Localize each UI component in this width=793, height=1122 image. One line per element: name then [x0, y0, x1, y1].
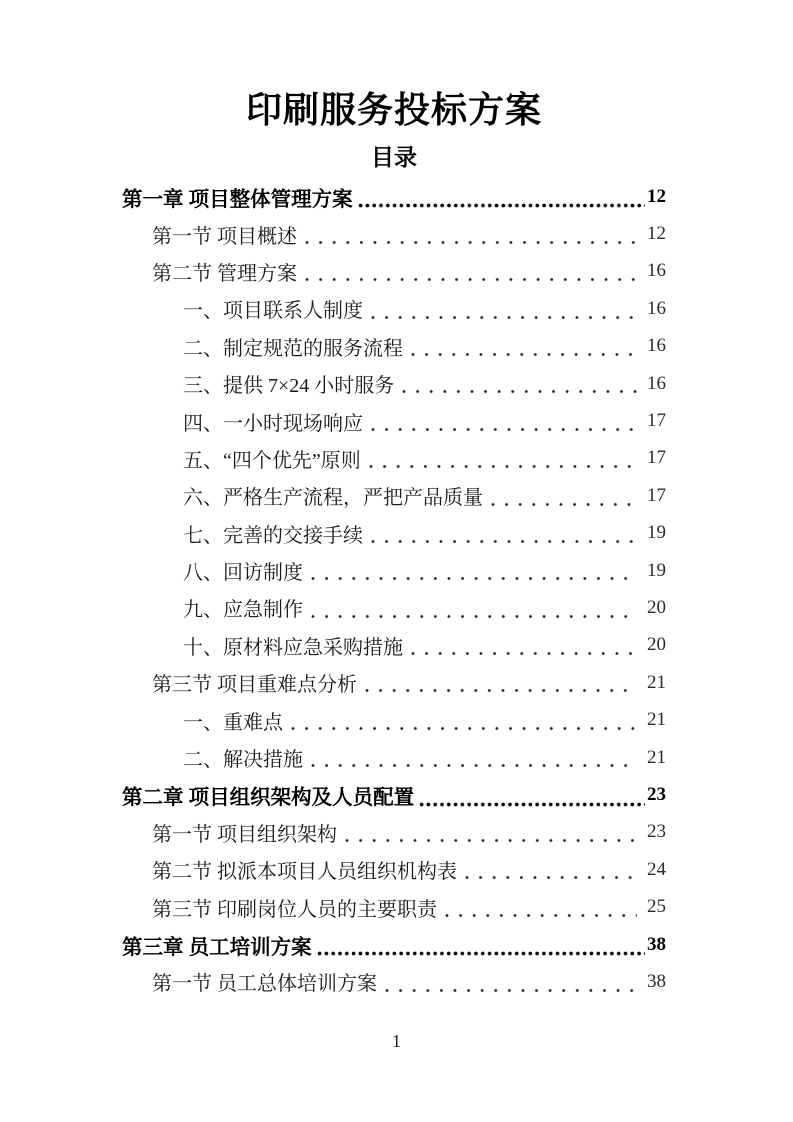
toc-entry-page-number: 17	[647, 484, 666, 506]
toc-entry[interactable]	[122, 552, 666, 589]
toc-entry[interactable]	[122, 290, 666, 327]
toc-entry-page-number: 16	[647, 297, 666, 319]
toc-entry-page-number: 38	[647, 970, 666, 992]
dot-leader	[365, 688, 637, 693]
toc-entry[interactable]	[122, 215, 666, 252]
toc-entry[interactable]	[122, 253, 666, 290]
toc-entry[interactable]	[122, 664, 666, 701]
table-of-contents	[122, 178, 666, 1001]
dot-leader	[345, 838, 637, 843]
dot-leader	[411, 352, 637, 357]
dot-leader	[491, 502, 637, 507]
toc-entry-label: 第三章 员工培训方案	[122, 936, 312, 959]
toc-entry-page-number: 23	[647, 783, 666, 805]
page-number: 1	[392, 1031, 401, 1051]
toc-entry-page-number: 21	[647, 709, 666, 731]
toc-entry-label: 第一节 项目组织架构	[152, 823, 337, 846]
document-title: 印刷服务投标方案	[245, 90, 542, 130]
toc-entry-page-number: 20	[647, 596, 666, 618]
toc-entry-label: 九、应急制作	[183, 599, 303, 622]
toc-entry[interactable]	[122, 178, 666, 215]
toc-entry-page-number: 21	[647, 746, 666, 768]
dot-leader	[311, 763, 637, 768]
dot-leader	[369, 464, 637, 469]
toc-entry-label: 一、重难点	[183, 711, 283, 734]
toc-entry-page-number: 20	[647, 634, 666, 656]
toc-entry[interactable]	[122, 963, 666, 1000]
toc-entry[interactable]	[122, 701, 666, 738]
toc-entry[interactable]	[122, 515, 666, 552]
toc-entry[interactable]	[122, 776, 666, 813]
toc-entry[interactable]	[122, 926, 666, 963]
dot-leader	[419, 802, 645, 807]
toc-entry-label: 七、完善的交接手续	[183, 524, 363, 547]
toc-entry[interactable]	[122, 851, 666, 888]
dot-leader	[311, 576, 637, 581]
toc-entry-page-number: 16	[647, 335, 666, 357]
toc-entry-label: 第二节 管理方案	[152, 262, 297, 285]
toc-entry-page-number: 25	[647, 896, 666, 918]
toc-entry-page-number: 24	[647, 858, 666, 880]
toc-entry[interactable]	[122, 739, 666, 776]
toc-entry-label: 二、解决措施	[183, 749, 303, 772]
toc-entry-label: 十、原材料应急采购措施	[183, 636, 403, 659]
dot-leader	[402, 389, 637, 394]
toc-entry[interactable]	[122, 888, 666, 925]
toc-entry-label: 六、严格生产流程，严把产品质量	[183, 487, 483, 510]
toc-entry[interactable]	[122, 477, 666, 514]
toc-heading: 目录	[371, 145, 417, 170]
dot-leader	[311, 614, 637, 619]
dot-leader	[465, 875, 637, 880]
toc-entry-page-number: 17	[647, 410, 666, 432]
toc-entry-label: 四、一小时现场响应	[183, 412, 363, 435]
dot-leader	[411, 651, 637, 656]
toc-entry[interactable]	[122, 328, 666, 365]
toc-entry-page-number: 19	[647, 559, 666, 581]
dot-leader	[371, 427, 637, 432]
toc-entry-label: 第一节 项目概述	[152, 225, 297, 248]
toc-entry-page-number: 21	[647, 671, 666, 693]
toc-entry[interactable]	[122, 814, 666, 851]
toc-entry[interactable]	[122, 589, 666, 626]
toc-entry-label: 第一章 项目整体管理方案	[122, 188, 353, 211]
toc-entry-label: 第二章 项目组织架构及人员配置	[122, 786, 415, 809]
toc-entry-page-number: 17	[647, 447, 666, 469]
dot-leader	[445, 913, 637, 918]
dot-leader	[385, 988, 637, 993]
toc-entry[interactable]	[122, 440, 666, 477]
toc-entry[interactable]	[122, 402, 666, 439]
toc-entry-label: 第二节 拟派本项目人员组织机构表	[152, 861, 457, 884]
toc-entry-page-number: 38	[647, 933, 666, 955]
toc-entry-label: 第一节 员工总体培训方案	[152, 973, 377, 996]
toc-entry-label: 八、回访制度	[183, 562, 303, 585]
dot-leader	[305, 240, 637, 245]
dot-leader	[317, 951, 645, 956]
dot-leader	[291, 726, 637, 731]
toc-entry-page-number: 12	[647, 223, 666, 245]
toc-entry-label: 三、提供 7×24 小时服务	[183, 375, 395, 398]
toc-entry-label: 二、制定规范的服务流程	[183, 337, 403, 360]
toc-entry-page-number: 16	[647, 372, 666, 394]
toc-entry-page-number: 23	[647, 821, 666, 843]
dot-leader	[371, 315, 637, 320]
toc-entry-page-number: 12	[647, 185, 666, 207]
dot-leader	[371, 539, 637, 544]
dot-leader	[305, 277, 637, 282]
toc-entry[interactable]	[122, 365, 666, 402]
toc-entry[interactable]	[122, 627, 666, 664]
toc-entry-label: 第三节 印刷岗位人员的主要职责	[152, 898, 437, 921]
toc-entry-page-number: 19	[647, 522, 666, 544]
toc-entry-label: 五、“四个优先”原则	[183, 449, 361, 472]
toc-entry-page-number: 16	[647, 260, 666, 282]
toc-entry-label: 第三节 项目重难点分析	[152, 674, 357, 697]
toc-entry-label: 一、项目联系人制度	[183, 300, 363, 323]
dot-leader	[358, 203, 645, 208]
